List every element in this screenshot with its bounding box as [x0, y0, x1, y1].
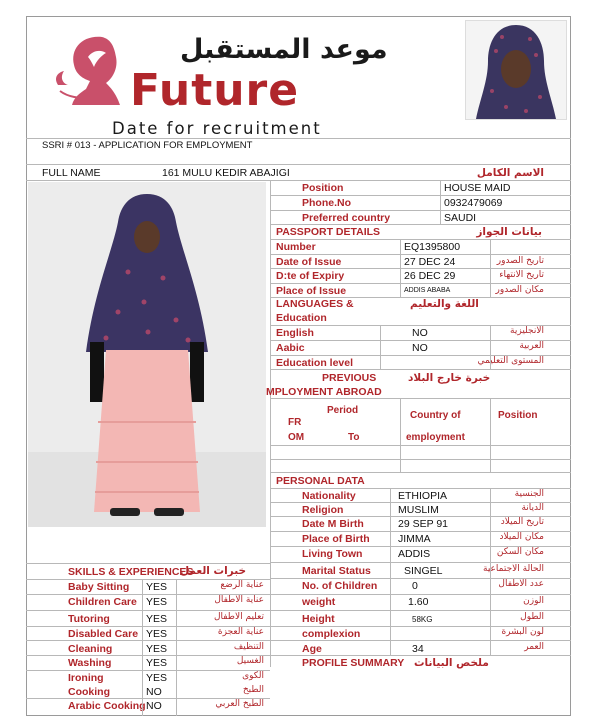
col-country-1: Country of — [410, 410, 461, 421]
cleaning-ar: التنظيف — [233, 642, 264, 652]
height-ar: الطول — [520, 612, 544, 622]
weight-label: weight — [302, 596, 336, 608]
arabic-cooking-value: NO — [146, 700, 162, 712]
children-ar: عدد الاطفال — [498, 579, 544, 589]
position-label: Position — [302, 182, 344, 194]
date-of-birth-value: 29 SEP 91 — [398, 518, 449, 530]
position-value: HOUSE MAID — [444, 182, 511, 194]
nationality-value: ETHIOPIA — [398, 490, 448, 502]
nationality-label: Nationality — [302, 490, 356, 502]
ironing-ar: الكوى — [242, 671, 264, 681]
marital-status-label: Marital Status — [302, 565, 371, 577]
living-town-ar: مكان السكن — [496, 547, 544, 557]
personal-title: PERSONAL DATA — [276, 475, 365, 487]
preferred-country-value: SAUDI — [444, 212, 477, 224]
col-to: To — [348, 432, 360, 443]
profile-summary-label: PROFILE SUMMARY — [302, 657, 405, 669]
tutoring-label: Tutoring — [68, 613, 110, 625]
ironing-value: YES — [146, 672, 168, 684]
washing-ar: الغسيل — [236, 656, 264, 666]
languages-title-ar: اللغة والتعليم — [410, 298, 479, 310]
full-name-ar: الاسم الكامل — [476, 167, 544, 179]
living-town-label: Living Town — [302, 548, 363, 560]
arabic-value: NO — [412, 342, 428, 354]
children-care-label: Children Care — [68, 596, 137, 608]
date-of-birth-label: Date M Birth — [302, 518, 364, 530]
religion-ar: الديانة — [521, 503, 544, 513]
passport-number-value: EQ1395800 — [404, 241, 461, 253]
col-position: Position — [498, 410, 538, 421]
skills-title-ar: خبرات العمل — [180, 565, 247, 577]
passport-number-label: Number — [276, 241, 316, 253]
baby-sitting-ar: عناية الرضع — [220, 580, 264, 590]
preferred-country-label: Preferred country — [302, 212, 391, 224]
full-name-label: FULL NAME — [42, 167, 101, 179]
profile-summary-ar: ملخص البيانات — [414, 657, 489, 669]
phone-label: Phone.No — [302, 197, 351, 209]
weight-ar: الوزن — [523, 596, 544, 606]
portrait-photo — [465, 20, 567, 120]
english-ar: الانجليزية — [510, 326, 544, 336]
arabic-cooking-label: Arabic Cooking — [68, 700, 146, 712]
date-of-expiry-label: D:te of Expiry — [276, 270, 345, 282]
arabic-label: Aabic — [276, 342, 305, 354]
place-of-issue-value: ADDIS ABABA — [404, 287, 451, 294]
complexion-ar: لون البشرة — [501, 627, 544, 637]
date-of-birth-ar: تاريخ الميلاد — [500, 517, 544, 527]
date-of-expiry-ar: تاريخ الانتهاء — [499, 270, 544, 280]
children-care-ar: عناية الاطفال — [214, 595, 264, 605]
cooking-ar: الطبخ — [242, 685, 264, 695]
ironing-label: Ironing — [68, 672, 104, 684]
english-value: NO — [412, 327, 428, 339]
full-body-photo — [28, 182, 266, 527]
baby-sitting-value: YES — [146, 581, 168, 593]
nationality-ar: الجنسية — [514, 489, 544, 499]
date-of-expiry-value: 26 DEC 29 — [404, 270, 456, 282]
place-of-birth-ar: مكان الميلاد — [499, 532, 544, 542]
languages-title: LANGUAGES & — [276, 298, 354, 310]
arabic-cooking-ar: الطبخ العربي — [215, 699, 264, 709]
arabic-ar: العربية — [519, 341, 544, 351]
passport-title-ar: بيانات الجواز — [476, 226, 542, 238]
education-title: Education — [276, 312, 327, 324]
disabled-care-value: YES — [146, 628, 168, 640]
religion-label: Religion — [302, 504, 344, 516]
passport-title: PASSPORT DETAILS — [276, 226, 381, 238]
marital-status-value: SINGEL — [404, 565, 443, 577]
washing-label: Washing — [68, 657, 112, 669]
marital-status-ar: الحالة الاجتماعية — [483, 564, 544, 574]
height-value: 58KG — [412, 615, 433, 624]
logo-brand: Future — [130, 65, 300, 116]
employment-title-2: MPLOYMENT ABROAD — [266, 386, 382, 398]
date-of-issue-ar: تاريخ الصدور — [496, 256, 544, 266]
tutoring-ar: تعليم الاطفال — [213, 612, 264, 622]
portrait-figure-icon — [466, 21, 566, 119]
place-of-issue-label: Place of Issue — [276, 285, 347, 297]
logo-tagline: Date for recruitment — [112, 119, 322, 138]
disabled-care-ar: عناية العجزة — [217, 627, 264, 637]
religion-value: MUSLIM — [398, 504, 439, 516]
age-value: 34 — [412, 643, 424, 655]
living-town-value: ADDIS — [398, 548, 431, 560]
washing-value: YES — [146, 657, 168, 669]
employment-title-1: PREVIOUS — [322, 372, 377, 384]
complexion-label: complexion — [302, 628, 361, 640]
logo — [40, 22, 440, 142]
children-care-value: YES — [146, 596, 168, 608]
cooking-label: Cooking — [68, 686, 110, 698]
education-level-ar: المستوى التعليمي — [477, 356, 544, 366]
cleaning-value: YES — [146, 643, 168, 655]
cooking-value: NO — [146, 686, 162, 698]
date-of-issue-value: 27 DEC 24 — [404, 256, 456, 268]
cleaning-label: Cleaning — [68, 643, 113, 655]
col-from-1: FR — [288, 417, 302, 428]
employment-title-ar: خبرة خارج البلاد — [408, 372, 491, 384]
children-label: No. of Children — [302, 580, 378, 592]
weight-value: 1.60 — [408, 596, 429, 608]
age-label: Age — [302, 643, 322, 655]
full-body-figure-icon — [28, 182, 266, 527]
education-level-label: Education level — [276, 357, 354, 369]
form-ref: SSRI # 013 - APPLICATION FOR EMPLOYMENT — [42, 140, 253, 151]
full-name-value: 161 MULU KEDIR ABAJIGI — [162, 167, 290, 179]
col-from-2: OM — [288, 432, 305, 443]
col-period: Period — [327, 405, 359, 416]
date-of-issue-label: Date of Issue — [276, 256, 342, 268]
col-country-2: employment — [406, 432, 465, 443]
skills-title: SKILLS & EXPERIENCES — [68, 566, 194, 578]
english-label: English — [276, 327, 314, 339]
place-of-issue-ar: مكان الصدور — [495, 285, 544, 295]
place-of-birth-label: Place of Birth — [302, 533, 370, 545]
children-value: 0 — [412, 580, 418, 592]
height-label: Height — [302, 613, 335, 625]
logo-arabic-name: موعد المستقبل — [180, 34, 388, 65]
disabled-care-label: Disabled Care — [68, 628, 139, 640]
place-of-birth-value: JIMMA — [398, 533, 431, 545]
age-ar: العمر — [524, 642, 544, 652]
tutoring-value: YES — [146, 613, 168, 625]
baby-sitting-label: Baby Sitting — [68, 581, 130, 593]
phone-value: 0932479069 — [444, 197, 503, 209]
